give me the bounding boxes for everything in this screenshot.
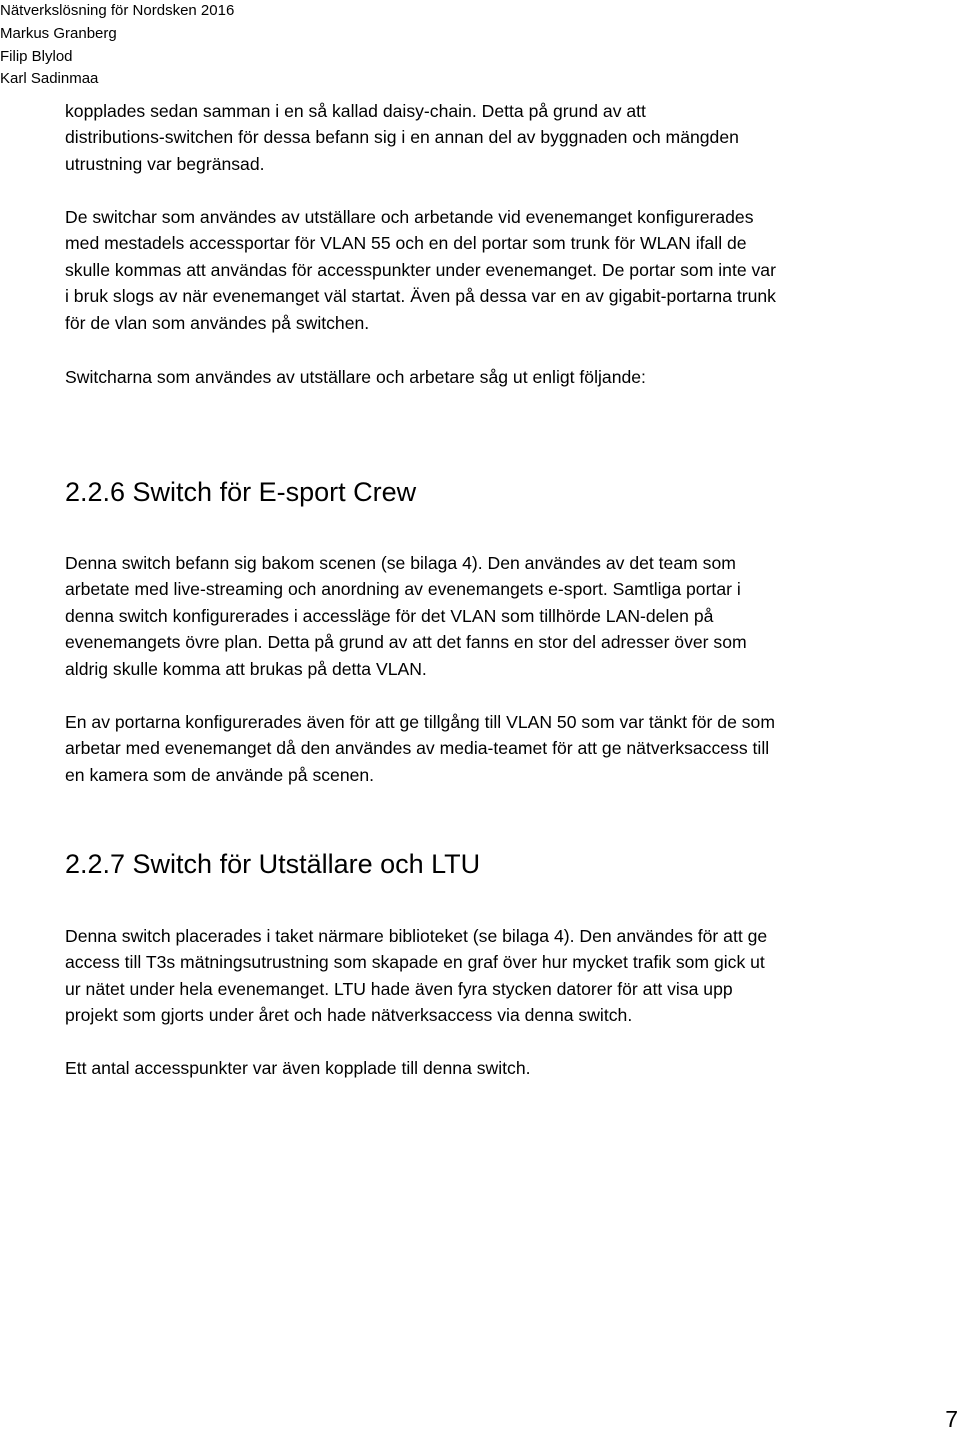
header-author: Karl Sadinmaa bbox=[0, 70, 99, 88]
paragraph-ltu-switch bbox=[65, 923, 895, 1029]
text-line: Denna switch befann sig bakom scenen (se bilaga 4). Den användes av det team som bbox=[65, 553, 736, 573]
text-line: Switcharna som användes av utställare och arbetare såg ut enligt följande: bbox=[65, 367, 646, 387]
paragraph-esport-switch bbox=[65, 550, 895, 682]
header-author: Filip Blylod bbox=[0, 47, 73, 65]
text-line: aldrig skulle komma att brukas på detta VLAN. bbox=[65, 658, 427, 679]
text-line: evenemangets övre plan. Detta på grund av att det fanns en stor del adresser över som bbox=[65, 632, 747, 653]
text-line: ur nätet under hela evenemanget. LTU hade även fyra stycken datorer för att visa upp bbox=[65, 978, 733, 999]
text-line: i bruk slogs av när evenemanget väl startat. Även på dessa var en av gigabit-portarna trunk bbox=[65, 286, 776, 307]
text-line: projekt som gjorts under året och hade nätverksaccess via denna switch. bbox=[65, 1005, 633, 1026]
section-heading-2-2-7: 2.2.7 Switch för Utställare och LTU bbox=[65, 849, 481, 879]
text-line: arbetate med live-streaming och anordning av evenemangets e-sport. Samtliga portar i bbox=[65, 579, 741, 600]
text-line: Ett antal accesspunkter var även kopplade till denna switch. bbox=[65, 1058, 531, 1078]
text-line: utrustning var begränsad. bbox=[65, 153, 265, 174]
text-line: kopplades sedan samman i en så kallad daisy-chain. Detta på grund av att bbox=[65, 101, 646, 121]
text-line: Denna switch placerades i taket närmare biblioteket (se bilaga 4). Den användes för att ge bbox=[65, 926, 768, 946]
text-line: denna switch konfigurerades i accessläge för det VLAN som tillhörde LAN-delen på bbox=[65, 605, 714, 626]
text-line: en kamera som de använde på scenen. bbox=[65, 764, 375, 785]
header-title: Nätverkslösning för Nordsken 2016 bbox=[0, 2, 235, 19]
text-line: arbetar med evenemanget då den användes av media-teamet för att ge nätverksaccess till bbox=[65, 738, 770, 759]
paragraph-access-points bbox=[65, 1055, 895, 1081]
paragraph-daisy-chain bbox=[65, 98, 895, 177]
document-header bbox=[0, 0, 600, 91]
paragraph-switch-intro bbox=[65, 364, 895, 390]
paragraph-switch-config bbox=[65, 204, 895, 336]
text-line: En av portarna konfigurerades även för att ge tillgång till VLAN 50 som var tänkt för de som bbox=[65, 712, 775, 732]
text-line: för de vlan som användes på switchen. bbox=[65, 312, 370, 333]
text-line: access till T3s mätningsutrustning som skapade en graf över hur mycket trafik som gick ut bbox=[65, 952, 765, 973]
text-line: skulle kommas att användas för accesspunkter under evenemanget. De portar som inte var bbox=[65, 259, 776, 280]
text-line: med mestadels accessportar för VLAN 55 och en del portar som trunk för WLAN ifall de bbox=[65, 233, 747, 254]
page-number: 7 bbox=[945, 1406, 958, 1432]
section-heading-2-2-6: 2.2.6 Switch för E-sport Crew bbox=[65, 477, 417, 507]
text-line: De switchar som användes av utställare och arbetande vid evenemanget konfigurerades bbox=[65, 207, 754, 227]
text-line: distributions-switchen för dessa befann sig i en annan del av byggnaden och mängden bbox=[65, 127, 739, 148]
paragraph-vlan50-port bbox=[65, 709, 895, 788]
header-author: Markus Granberg bbox=[0, 24, 117, 42]
